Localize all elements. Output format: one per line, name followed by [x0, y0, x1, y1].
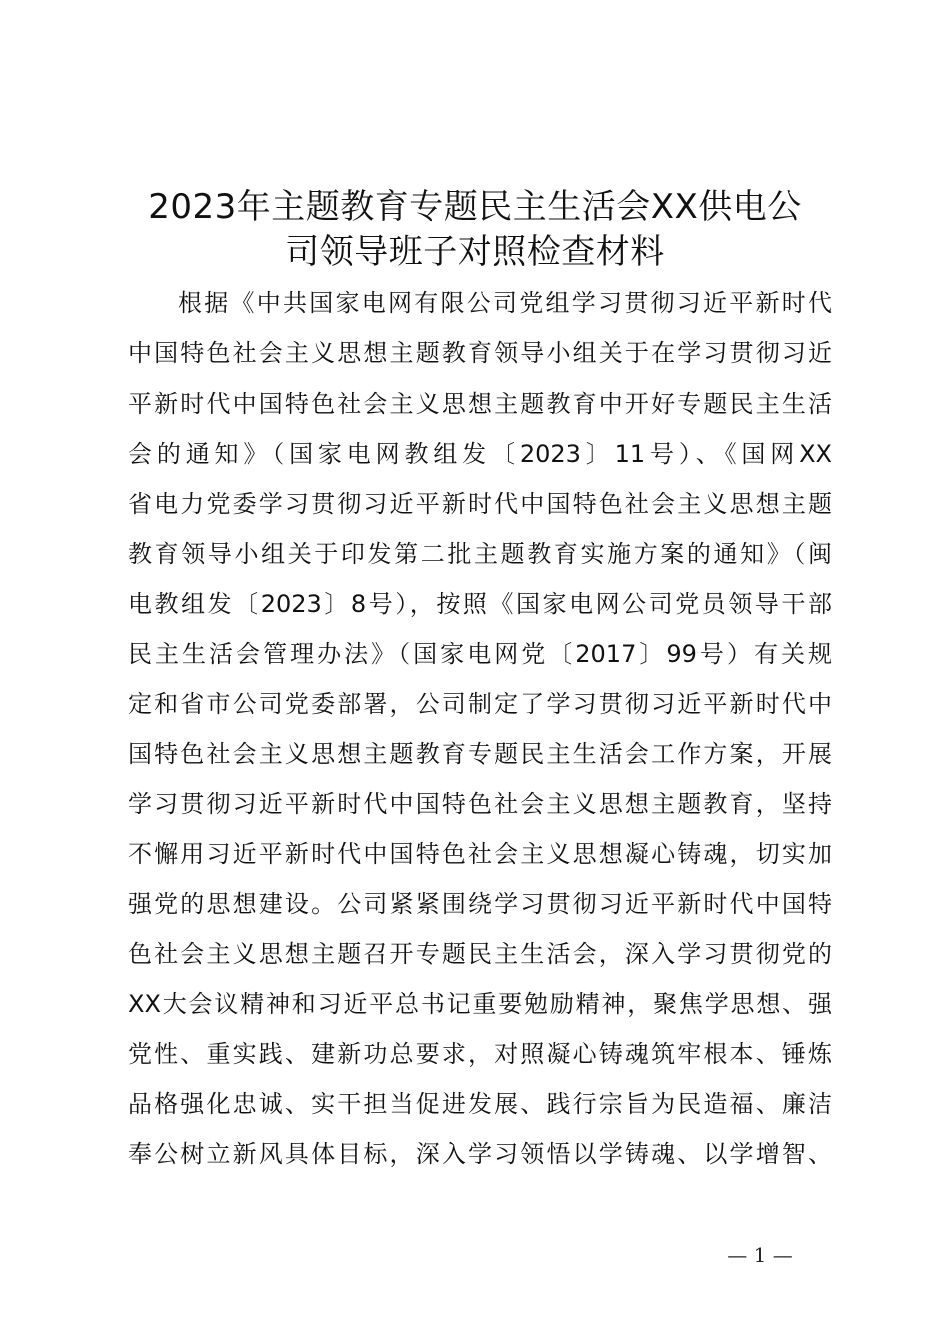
- body-text-line: XX大会议精神和习近平总书记重要勉励精神，聚焦学思想、强: [128, 990, 832, 1018]
- body-text-line: 民主生活会管理办法》（国家电网党〔2017〕99号）有关规: [128, 640, 832, 668]
- body-text-line: 中国特色社会主义思想主题教育领导小组关于在学习贯彻习近: [128, 339, 832, 367]
- document-title-line-1: 2023年主题教育专题民主生活会XX供电公: [148, 187, 802, 227]
- document-title-line-2: 司领导班子对照检查材料: [285, 232, 665, 272]
- body-text-line: 不懈用习近平新时代中国特色社会主义思想凝心铸魂，切实加: [128, 840, 832, 868]
- body-text-line: 教育领导小组关于印发第二批主题教育实施方案的通知》（闽: [128, 540, 832, 568]
- body-text-line: 学习贯彻习近平新时代中国特色社会主义思想主题教育，坚持: [128, 790, 832, 818]
- body-text-line: 会的通知》（国家电网教组发〔2023〕11号）、《国网XX: [128, 440, 832, 468]
- body-text-line: 国特色社会主义思想主题教育专题民主生活会工作方案，开展: [128, 740, 832, 768]
- body-text-line: 省电力党委学习贯彻习近平新时代中国特色社会主义思想主题: [128, 490, 832, 518]
- body-text-line: 品格强化忠诚、实干担当促进发展、践行宗旨为民造福、廉洁: [128, 1090, 832, 1118]
- body-text-line: 电教组发〔2023〕8号），按照《国家电网公司党员领导干部: [128, 590, 832, 618]
- body-text-line: 奉公树立新风具体目标，深入学习领悟以学铸魂、以学增智、: [128, 1140, 832, 1168]
- body-text-line: 色社会主义思想主题召开专题民主生活会，深入学习贯彻党的: [128, 940, 832, 968]
- body-text-line: 平新时代中国特色社会主义思想主题教育中开好专题民主生活: [128, 390, 832, 418]
- body-text-line: 强党的思想建设。公司紧紧围绕学习贯彻习近平新时代中国特: [128, 890, 832, 918]
- body-text-line: 党性、重实践、建新功总要求，对照凝心铸魂筑牢根本、锤炼: [128, 1040, 832, 1068]
- page-number: — 1 —: [727, 1243, 793, 1267]
- body-text-line: 根据《中共国家电网有限公司党组学习贯彻习近平新时代: [178, 289, 832, 317]
- body-text-line: 定和省市公司党委部署，公司制定了学习贯彻习近平新时代中: [128, 690, 832, 718]
